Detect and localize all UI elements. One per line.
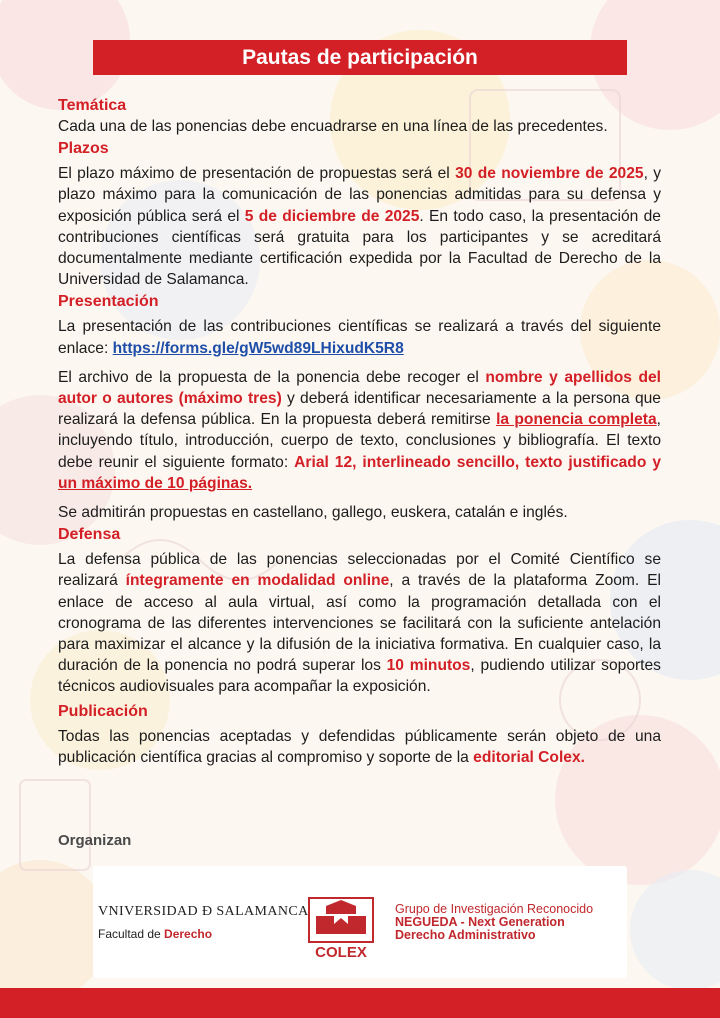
author-names-highlight: nombre y apellidos del autor o autores (máximo tres) bbox=[58, 368, 662, 408]
plazos-text bbox=[58, 163, 661, 290]
organizers-logos bbox=[93, 866, 627, 978]
page-title: Pautas de participación bbox=[93, 40, 627, 75]
editorial-colex-highlight: editorial Colex. bbox=[473, 748, 585, 766]
tematica-heading: Temática bbox=[58, 97, 127, 114]
usal-faculty-name: Derecho bbox=[164, 927, 213, 941]
publicacion-a: Todas las ponencias aceptadas y defendidas públicamente serán objeto de una publicación científica gracias al compromiso y soporte de la bbox=[58, 727, 661, 766]
tematica-text: Cada una de las ponencias debe encuadrarse en una línea de las precedentes. bbox=[58, 118, 608, 135]
max-pages-highlight: un máximo de 10 páginas. bbox=[58, 474, 253, 492]
research-group-line-3: Derecho Administrativo bbox=[395, 928, 536, 942]
plazos-text-3: . En todo caso, la presentación de contribuciones científicas será gratuita para los participantes y se acreditará documentalmente mediante certificación expedida por la Facultad de Derecho de la Universidad de Salamanca. bbox=[58, 207, 661, 289]
submission-form-link[interactable]: https://forms.gle/gW5wd89LHixudK5R8 bbox=[112, 339, 404, 357]
languages-text: Se admitirán propuestas en castellano, gallego, euskera, catalán e inglés. bbox=[58, 504, 568, 522]
research-group-line-1: Grupo de Investigación Reconocido bbox=[395, 902, 594, 916]
research-group bbox=[395, 903, 593, 942]
defensa-text bbox=[58, 549, 661, 697]
online-modality-highlight: íntegramente en modalidad online bbox=[125, 572, 390, 590]
footer-bar bbox=[0, 988, 720, 1018]
presentacion-2c: y deberá identificar necesariamente a la persona que realizará la defensa pública. En la propuesta deberá remitirse bbox=[58, 390, 661, 429]
defensa-heading: Defensa bbox=[58, 526, 121, 544]
deadline-communication: 5 de diciembre de 2025 bbox=[244, 207, 420, 225]
plazos-text-1: El plazo máximo de presentación de propuestas será el bbox=[58, 165, 456, 183]
main-content bbox=[58, 96, 661, 768]
defensa-c: , a través de la plataforma Zoom. El enlace de acceso al aula virtual, así como la programación detallada con el cronograma de las diferentes intervenciones se facilitará con la suficiente antelación para maximizar el alcance y la difusión de la iniciativa formativa. En cualquier caso, la duración de la ponencia no podrá superar los bbox=[58, 572, 661, 675]
usal-logo-text: VNIVERSIDAD Ð SALAMANCA bbox=[98, 904, 309, 919]
defensa-e: , pudiendo utilizar soportes técnicos audiovisuales para acompañar la exposición. bbox=[58, 657, 661, 696]
colex-wordmark: COLEX bbox=[315, 944, 367, 960]
presentacion-intro: La presentación de las contribuciones científicas se realizará a través del siguiente enlace: bbox=[58, 318, 661, 357]
publicacion-heading: Publicación bbox=[58, 702, 148, 720]
presentacion-2e: , incluyendo título, introducción, cuerpo de texto, conclusiones y bibliografía. El texto debe reunir el siguiente formato: bbox=[58, 411, 661, 471]
presentacion-heading: Presentación bbox=[58, 293, 159, 311]
duration-highlight: 10 minutos bbox=[386, 657, 471, 675]
organizers-label: Organizan bbox=[58, 832, 132, 849]
usal-faculty bbox=[98, 927, 212, 941]
deadline-proposals: 30 de noviembre de 2025 bbox=[455, 165, 644, 183]
plazos-text-2: , y plazo máximo para la comunicación de las ponencias admitidas para su defensa y exposición pública será el bbox=[58, 165, 661, 225]
format-highlight: Arial 12, interlineado sencillo, texto justificado y bbox=[294, 453, 661, 471]
full-paper-highlight: la ponencia completa bbox=[496, 411, 657, 429]
defensa-a: La defensa pública de las ponencias seleccionadas por el Comité Científico se realizará bbox=[58, 551, 661, 590]
usal-faculty-prefix: Facultad de bbox=[98, 927, 165, 941]
presentacion-text-1 bbox=[58, 316, 661, 358]
publicacion-text bbox=[58, 726, 661, 768]
plazos-heading: Plazos bbox=[58, 140, 109, 158]
research-group-line-2: NEGUEDA - Next Generation bbox=[395, 915, 565, 929]
presentacion-text-2 bbox=[58, 367, 661, 494]
presentacion-2a: El archivo de la propuesta de la ponencia debe recoger el bbox=[58, 368, 486, 386]
colex-logo-icon bbox=[306, 896, 376, 960]
